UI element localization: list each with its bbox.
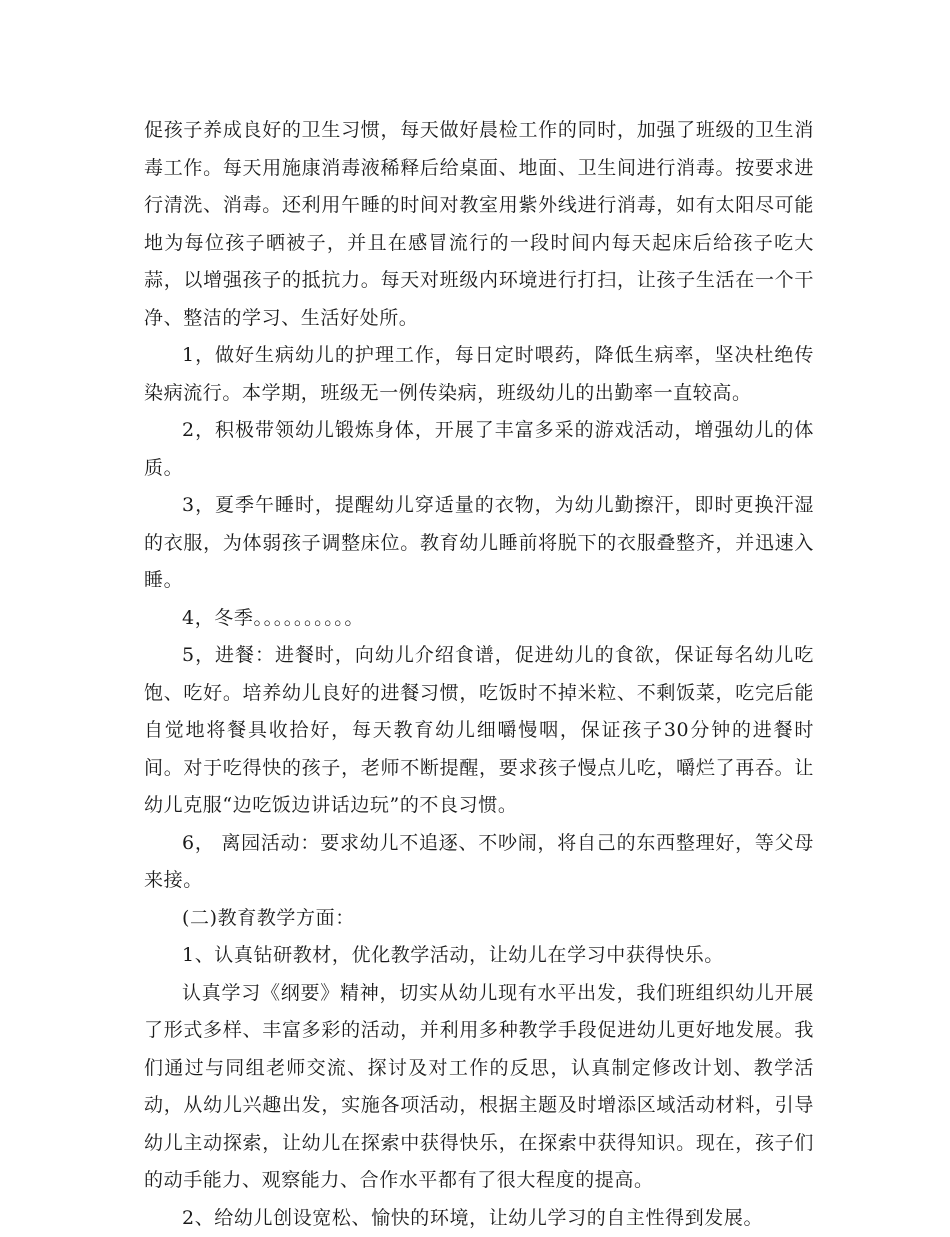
paragraph-item-2: 2，积极带领幼儿锻炼身体，开展了丰富多采的游戏活动，增强幼儿的体质。 [144, 412, 814, 487]
document-body [144, 112, 814, 1237]
paragraph-edu-1-body: 认真学习《纲要》精神，切实从幼儿现有水平出发，我们班组织幼儿开展了形式多样、丰富多彩的活动，并利用多种教学手段促进幼儿更好地发展。我们通过与同组老师交流、探讨及对工作的反思，认真制定修改计划、教学活动，从幼儿兴趣出发，实施各项活动，根据主题及时增添区域活动材料，引导幼儿主动探索，让幼儿在探索中获得快乐，在探索中获得知识。现在，孩子们的动手能力、观察能力、合作水平都有了很大程度的提高。 [144, 975, 814, 1200]
paragraph-edu-2: 2、给幼儿创设宽松、愉快的环境，让幼儿学习的自主性得到发展。 [144, 1200, 814, 1237]
paragraph-item-3: 3，夏季午睡时，提醒幼儿穿适量的衣物，为幼儿勤擦汗，即时更换汗湿的衣服，为体弱孩子调整床位。教育幼儿睡前将脱下的衣服叠整齐，并迅速入睡。 [144, 487, 814, 600]
paragraph-item-1: 1，做好生病幼儿的护理工作，每日定时喂药，降低生病率，坚决杜绝传染病流行。本学期，班级无一例传染病，班级幼儿的出勤率一直较高。 [144, 337, 814, 412]
paragraph-item-5: 5，进餐：进餐时，向幼儿介绍食谱，促进幼儿的食欲，保证每名幼儿吃饱、吃好。培养幼儿良好的进餐习惯，吃饭时不掉米粒、不剩饭菜，吃完后能自觉地将餐具收拾好，每天教育幼儿细嚼慢咽，保证孩子30分钟的进餐时间。对于吃得快的孩子，老师不断提醒，要求孩子慢点儿吃，嚼烂了再吞。让幼儿克服“边吃饭边讲话边玩”的不良习惯。 [144, 637, 814, 825]
section-heading-education: (二)教育教学方面： [144, 900, 814, 938]
paragraph-hygiene: 促孩子养成良好的卫生习惯，每天做好晨检工作的同时，加强了班级的卫生消毒工作。每天用施康消毒液稀释后给桌面、地面、卫生间进行消毒。按要求进行清洗、消毒。还利用午睡的时间对教室用紫外线进行消毒，如有太阳尽可能地为每位孩子晒被子，并且在感冒流行的一段时间内每天起床后给孩子吃大蒜，以增强孩子的抵抗力。每天对班级内环境进行打扫，让孩子生活在一个干净、整洁的学习、生活好处所。 [144, 112, 814, 337]
paragraph-item-4: 4，冬季。。。。。。。。。。 [144, 600, 814, 638]
paragraph-edu-1: 1、认真钻研教材，优化教学活动，让幼儿在学习中获得快乐。 [144, 937, 814, 975]
paragraph-item-6: 6， 离园活动：要求幼儿不追逐、不吵闹，将自己的东西整理好，等父母来接。 [144, 825, 814, 900]
